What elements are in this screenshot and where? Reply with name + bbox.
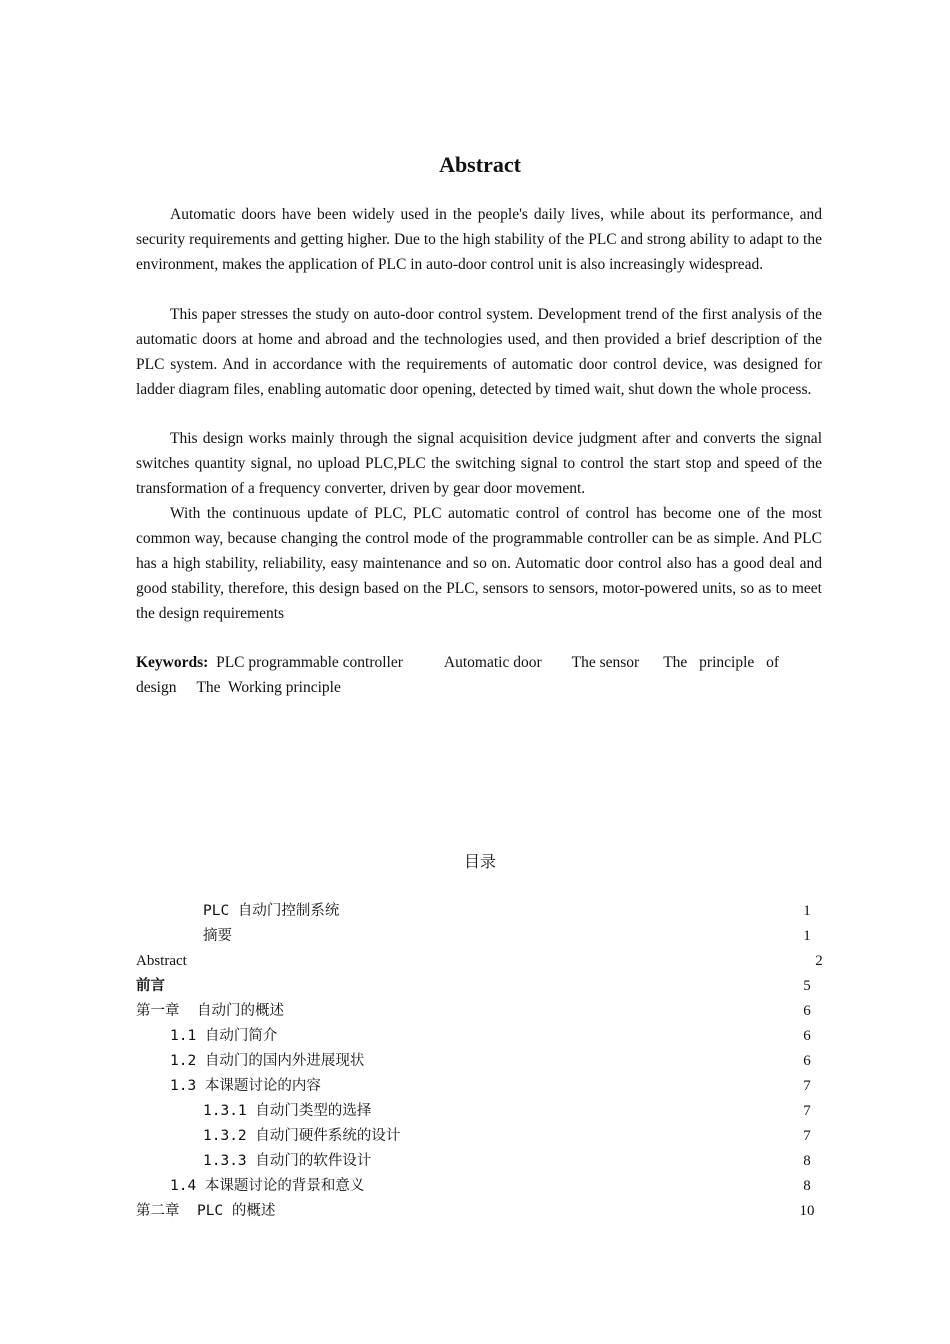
toc-entry-page: 1 (803, 903, 811, 919)
toc-entry[interactable] (136, 999, 822, 1024)
toc-entry-page: 6 (803, 1053, 811, 1069)
toc-entry-label: PLC 自动门控制系统 (203, 903, 340, 919)
toc-entry[interactable] (136, 949, 822, 974)
keyword: The sensor (571, 654, 640, 671)
toc-entry[interactable] (136, 974, 822, 999)
abstract-paragraph: With the continuous update of PLC, PLC automatic control of control has become one of the most common way, because changing the control mode of the programmable controller can be as simple. And PLC has a high stability, reliability, easy maintenance and so on. Automatic door control also has a good deal and good stability, therefore, this design based on the PLC, sensors to sensors, motor-powered units, so as to meet the design requirements (136, 505, 822, 622)
toc-entry-label: 第二章 PLC 的概述 (136, 1203, 276, 1219)
toc-entry-label: 第一章 自动门的概述 (136, 1003, 284, 1019)
toc-entry-page: 7 (803, 1128, 811, 1144)
keyword: The Working principle (196, 679, 341, 696)
toc-entry-page: 1 (803, 928, 811, 944)
toc-entry[interactable] (136, 1199, 822, 1224)
toc-entry-page: 5 (803, 978, 811, 994)
keyword: Automatic door (443, 654, 542, 671)
toc-entry-label: 前言 (136, 978, 165, 994)
toc-entry-label: 1.3.2 自动门硬件系统的设计 (203, 1128, 401, 1144)
toc-entry-label: 1.3.1 自动门类型的选择 (203, 1103, 372, 1119)
toc-entry[interactable] (136, 1149, 822, 1174)
keywords-line (136, 650, 822, 700)
keyword: PLC programmable controller (216, 654, 403, 671)
toc-entry[interactable] (136, 1074, 822, 1099)
toc-entry-page: 7 (803, 1078, 811, 1094)
toc-entry[interactable] (136, 1024, 822, 1049)
toc-entry[interactable] (136, 899, 822, 924)
toc-entry[interactable] (136, 1124, 822, 1149)
toc-title: 目录 (463, 852, 496, 871)
keywords-label: Keywords: (136, 654, 209, 671)
toc-entry-page: 6 (803, 1003, 811, 1019)
toc-entry[interactable] (136, 1174, 822, 1199)
toc-entry-label: 摘要 (203, 928, 232, 944)
abstract-paragraph: This paper stresses the study on auto-door control system. Development trend of the first analysis of the automatic doors at home and abroad and the technologies used, and then provided a brief description of the PLC system. And in accordance with the requirements of automatic door control device, was designed for ladder diagram files, enabling automatic door opening, detected by timed wait, shut down the whole process. (136, 306, 822, 398)
toc-entry-page: 6 (803, 1028, 811, 1044)
toc-entry-label: 1.4 本课题讨论的背景和意义 (170, 1178, 365, 1194)
toc-entry-label: 1.3.3 自动门的软件设计 (203, 1153, 372, 1169)
abstract-paragraph: Automatic doors have been widely used in the people's daily lives, while about its performance, and security requirements and getting higher. Due to the high stability of the PLC and strong ability to adapt to the environment, makes the application of PLC in auto-door control unit is also increasingly widespread. (136, 206, 822, 273)
toc-entry-label: 1.3 本课题讨论的内容 (170, 1078, 321, 1094)
keyword: The principle of design (136, 654, 780, 696)
toc-entry-page: 8 (803, 1153, 811, 1169)
toc-entry[interactable] (136, 1099, 822, 1124)
toc-entry-page: 2 (815, 953, 823, 969)
toc-entry[interactable] (136, 924, 822, 949)
toc-entry-page: 8 (803, 1178, 811, 1194)
toc-entry[interactable] (136, 1049, 822, 1074)
toc-entry-page: 7 (803, 1103, 811, 1119)
toc-entry-label: 1.2 自动门的国内外进展现状 (170, 1053, 365, 1069)
toc-entry-label: Abstract (136, 953, 187, 969)
abstract-title: Abstract (439, 152, 521, 177)
toc-entry-label: 1.1 自动门简介 (170, 1028, 278, 1044)
abstract-paragraph: This design works mainly through the signal acquisition device judgment after and converts the signal switches quantity signal, no upload PLC,PLC the switching signal to control the start stop and speed of the transformation of a frequency converter, driven by gear door movement. (136, 430, 822, 497)
toc-entry-page: 10 (799, 1203, 815, 1219)
